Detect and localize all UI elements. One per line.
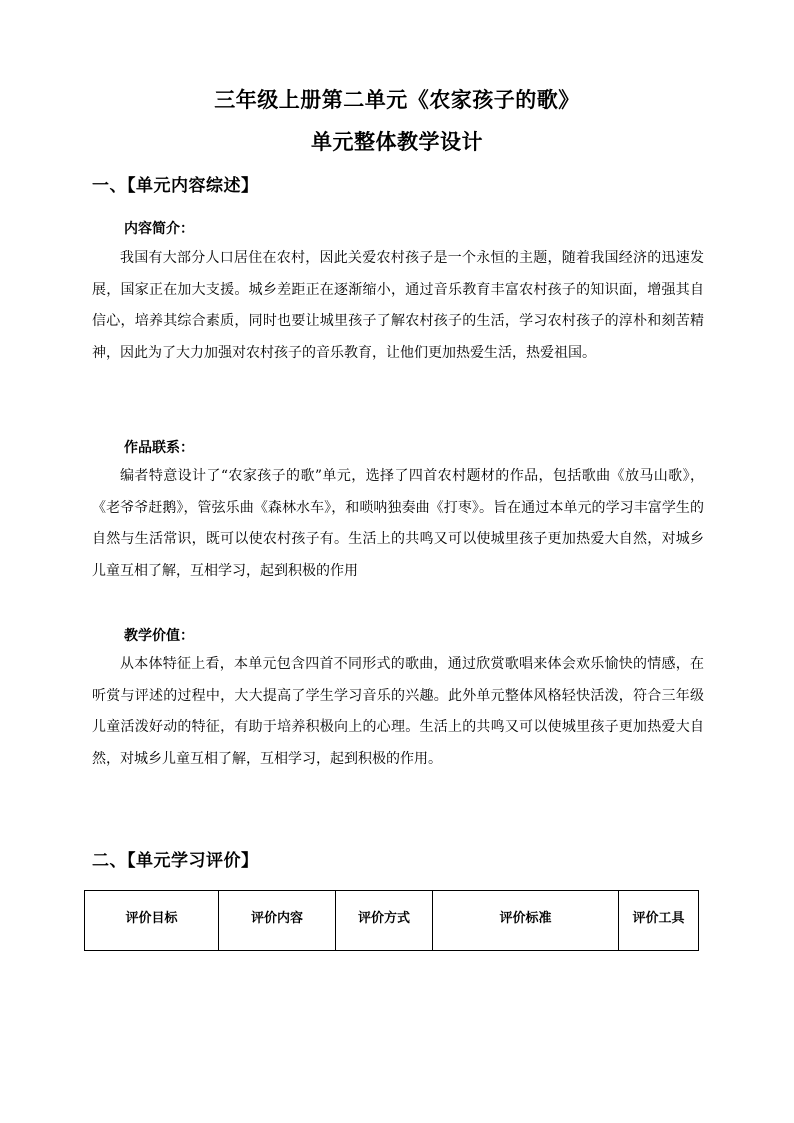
table-header-row [85,891,699,951]
paragraph-teaching-value: 从本体特征上看，本单元包含四首不同形式的歌曲，通过欣赏歌唱来体会欢乐愉快的情感，在听赏与评述的过程中，大大提高了学生学习音乐的兴趣。此外单元整体风格轻快活泼，符合三年级儿童活泼好动的特征，有助于培养积极向上的心理。生活上的共鸣又可以使城里孩子更加热爱大自然，对城乡儿童互相了解，互相学习，起到积极的作用。 [92,656,704,767]
table-header-cell: 评价工具 [619,891,699,951]
subheading-content-intro: 内容简介： [124,221,194,237]
paragraph-works-link: 编者特意设计了“农家孩子的歌”单元，选择了四首农村题材的作品，包括歌曲《放马山歌》，《老爷爷赶鹅》，管弦乐曲《森林水车》，和唢呐独奏曲《打枣》。旨在通过本单元的学习丰富学生的自然与生活常识，既可以使农村孩子有。生活上的共鸣又可以使城里孩子更加热爱大自然，对城乡儿童互相了解，互相学习，起到积极的作用 [92,468,704,579]
table-header-cell: 评价方式 [336,891,433,951]
paragraph-content-intro: 我国有大部分人口居住在农村，因此关爱农村孩子是一个永恒的主题，随着我国经济的迅速发展，国家正在加大支援。城乡差距正在逐渐缩小，通过音乐教育丰富农村孩子的知识面，增强其自信心，培养其综合素质，同时也要让城里孩子了解农村孩子的生活，学习农村孩子的淳朴和刻苦精神，因此为了大力加强对农村孩子的音乐教育，让他们更加热爱生活，热爱祖国。 [92,250,704,361]
document-subtitle: 单元整体教学设计 [311,130,483,154]
document-title: 三年级上册第二单元《农家孩子的歌》 [214,88,580,112]
table-header-cell: 评价标准 [433,891,619,951]
subheading-teaching-value: 教学价值： [124,628,194,644]
table-header-cell: 评价内容 [219,891,336,951]
subheading-works-link: 作品联系： [124,440,194,456]
evaluation-table [84,890,699,951]
section-heading-unit-overview: 一、【单元内容综述】 [92,176,259,196]
section-heading-learning-evaluation: 二、【单元学习评价】 [92,851,259,871]
table-header-cell: 评价目标 [85,891,219,951]
